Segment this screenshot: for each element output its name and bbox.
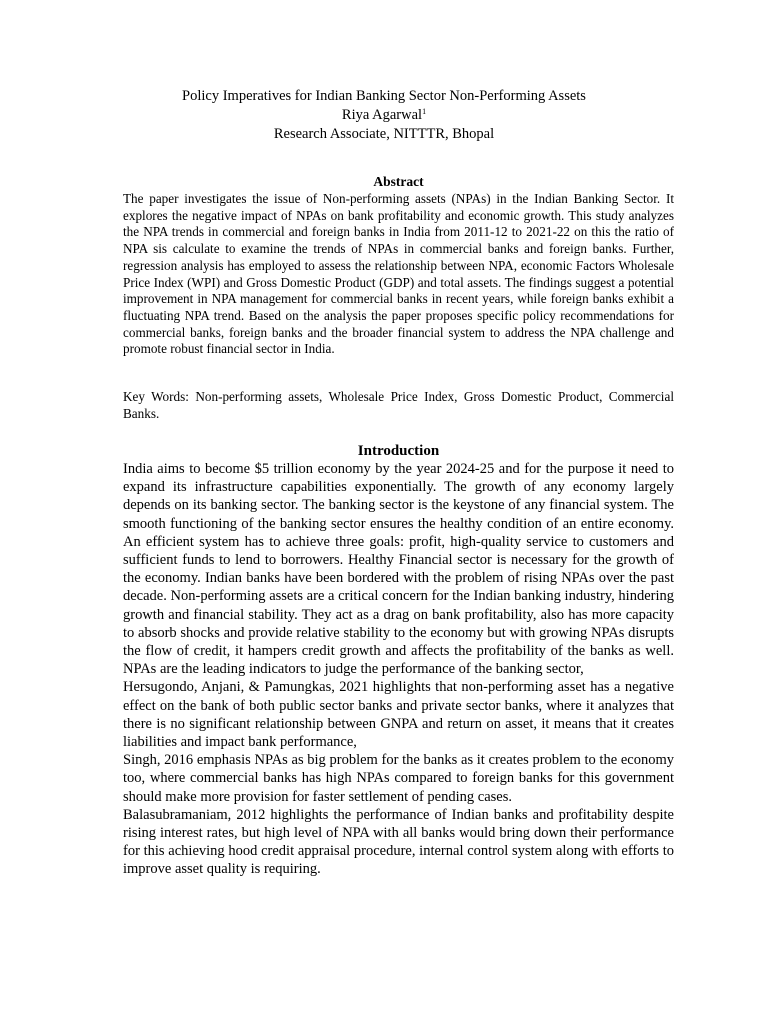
paragraph: India aims to become $5 trillion economy by the year 2024-25 and for the purpose it need to expand its infrastructure capabilities exponentially. The growth of any economy largely depends on its banking sector. The banking sector is the keystone of any financial system. The smooth functioning of the banking sector ensures the healthy condition of an entire economy. An efficient system has to achieve three goals: profit, high-quality service to customers and sufficient funds to lend to borrowers. Healthy Financial sector is necessary for the growth of the economy. Indian banks have been bordered with the problem of rising NPAs over the past decade. Non-performing assets are a critical concern for the Indian banking industry, hindering growth and financial stability. They act as a drag on bank profitability, also has more capacity to absorb shocks and provide relative stability to the economy but with growing NPAs disrupts the flow of credit, it hampers credit growth and affects the profitability of the banks as well. NPAs are the leading indicators to judge the performance of the banking sector, bbox=[123, 461, 674, 678]
paper-header bbox=[0, 87, 768, 144]
author-name: Riya Agarwal bbox=[341, 107, 423, 123]
paper-title: Policy Imperatives for Indian Banking Sector Non-Performing Assets bbox=[182, 88, 586, 104]
introduction-body bbox=[123, 460, 674, 879]
abstract-heading: Abstract bbox=[373, 174, 424, 189]
paragraph: Balasubramaniam, 2012 highlights the performance of Indian banks and profitability despite rising interest rates, but high level of NPA with all banks would bring down their performance for this achieving hood credit appraisal procedure, internal control system along with efforts to improve asset quality is requiring. bbox=[123, 806, 674, 878]
paragraph: Hersugondo, Anjani, & Pamungkas, 2021 highlights that non-performing asset has a negative effect on the bank of both public sector banks and private sector banks, where it analyzes that there is no significant relationship between GNPA and return on asset, it means that it creates liabilities and impact bank performance, bbox=[123, 679, 674, 751]
introduction-heading: Introduction bbox=[357, 443, 440, 459]
author-line bbox=[0, 106, 768, 125]
author-affiliation: Research Associate, NITTTR, Bhopal bbox=[273, 126, 495, 142]
paragraph: Singh, 2016 emphasis NPAs as big problem for the banks as it creates problem to the economy too, where commercial banks has high NPAs compared to foreign banks for this government should make more provision for faster settlement of pending cases. bbox=[123, 752, 674, 805]
keywords: Key Words: Non-performing assets, Wholesale Price Index, Gross Domestic Product, Commercial Banks. bbox=[123, 389, 674, 421]
author-footnote-marker: 1 bbox=[422, 107, 427, 116]
abstract-text: The paper investigates the issue of Non-performing assets (NPAs) in the Indian Banking Sector. It explores the negative impact of NPAs on bank profitability and economic growth. This study analyzes the NPA trends in commercial and foreign banks in India from 2011-12 to 2021-22 on this the ratio of NPA sis calculate to examine the trends of NPAs in commercial banks and foreign banks. Further, regression analysis has employed to assess the relationship between NPA, economic Factors Wholesale Price Index (WPI) and Gross Domestic Product (GDP) and total assets. The findings suggest a potential improvement in NPA management for commercial banks in recent years, while foreign banks exhibit a fluctuating NPA trend. Based on the analysis the paper proposes specific policy recommendations for commercial banks, foreign banks and the broader financial system to address the NPA challenge and promote robust financial sector in India. bbox=[123, 191, 674, 357]
